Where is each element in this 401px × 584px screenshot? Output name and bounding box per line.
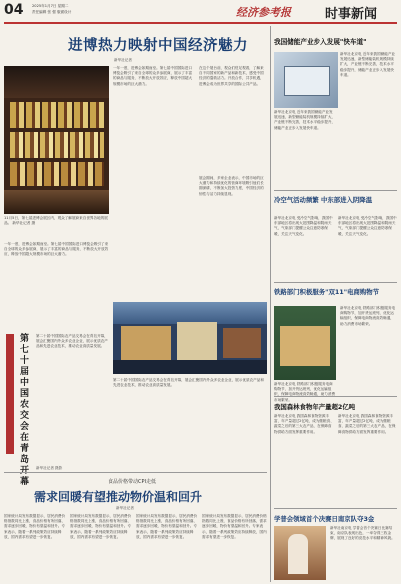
paper-name-logo: 经济参考报 — [236, 6, 291, 19]
bottom-left-byline: 新华社记者 — [116, 506, 134, 510]
right-story5-headline: 学普会领域首个决赛日南京队夺3金 — [274, 515, 375, 523]
right-story3-rule — [274, 282, 397, 283]
side-column-text: 第二十届中国国际农产品交易会在青岛开幕，展会汇聚国内外众多农业企业，展示优质农产品和先进农业技术，推动农业高质量发展。 — [36, 334, 108, 349]
right-story5-rule — [274, 508, 397, 509]
side-photo-expo-hall — [113, 302, 267, 374]
bottom-left-top-rule — [4, 472, 267, 473]
bottom-left-column-2: 国家统计局发布数据显示，居民消费价格指数同比上涨，食品价格有所回落，需求逐步回暖，物价有望温和回升。专家表示，随着一系列政策效应持续释放，国内需求有望进一步恢复。 — [70, 514, 132, 539]
right-story3-text: 新华社北京电 铁路部门积极服务电商购物节，加开货运班列，优化运输组织，保障电商物流高效畅通，助力消费市场繁荣。 — [340, 306, 396, 326]
right-story1-headline: 我国储能产业步入发展"快车道" — [274, 38, 367, 46]
right-story5-photo — [274, 526, 326, 580]
lead-column-3: 展会期间，多家企业表示，中国市场的巨大潜力和持续优化的营商环境吸引他们长期深耕，不断加大投资力度，中国经济的韧性与活力持续显现。 — [199, 176, 264, 196]
right-story3-text-col2: 新华社北京电 铁路部门积极服务电商购物节，加开货运班列，优化运输组织，保障电商物流高效畅通，助力消费市场繁荣。 — [274, 382, 336, 402]
right-story1-text-col2: 新华社北京电 近年来我国储能产业发展迅速，新型储能装机规模持续扩大，产业链不断完善，技术水平稳步提升，储能产业正步入发展快车道。 — [340, 52, 396, 77]
right-story2-headline: 冷空气活动频繁 中东部进入阴降温 — [274, 196, 373, 204]
side-column-headline: 第七十届中国农交会在青岛开幕 — [20, 334, 30, 487]
right-story4-text-col2: 新华社北京电 我国森林食物资源丰富，年产量超过2亿吨，成为继粮食、蔬菜之后的第三大农产品，在保障食物供给方面发挥重要作用。 — [338, 414, 396, 434]
right-story2-text-col2: 新华社北京电 受冷空气影响，我国中东部地区将出现大范围降温和阴雨天气，气象部门提醒公众注意防寒保暖，关注天气变化。 — [338, 216, 397, 236]
right-story3-headline: 铁路部门积极服务"双11"电商购物节 — [274, 288, 380, 296]
right-story5-text: 新华社南京电 学普会首个决赛日比赛结束，南京队表现出色，一举夺得三枚金牌，展现了良好的竞技水平和精神风貌。 — [330, 526, 395, 541]
right-story2-rule — [274, 190, 397, 191]
lead-lower-text: 一年一度，进博会如期而至。第七届中国国际进口博览会吸引了来自全球的众多参展商，展示了丰富的商品与服务，不断放大开放效应，释放中国超大规模市场的巨大潜力。 — [4, 242, 109, 257]
issue-editor-line: 责任编辑 张 强 版面设计 — [32, 10, 72, 14]
bottom-left-headline: 需求回暖有望推动物价温和回升 — [34, 490, 203, 504]
lead-photo-market — [4, 66, 109, 214]
right-story1-text: 新华社北京电 近年来我国储能产业发展迅速，新型储能装机规模持续扩大，产业链不断完善，技术水平稳步提升，储能产业正步入发展快车道。 — [274, 110, 336, 130]
side-column-red-bar — [6, 334, 14, 454]
masthead-rule — [4, 22, 397, 24]
right-story4-rule — [274, 396, 397, 397]
lead-byline: 新华社记者 — [114, 58, 132, 62]
lead-photo-caption: 11月5日，第七届进博会展区内，观众了解展商来自世界各地的展品。 新华社记者 摄 — [4, 216, 108, 226]
right-story1-photo — [274, 52, 338, 108]
right-story2-text: 新华社北京电 受冷空气影响，我国中东部地区将出现大范围降温和阴雨天气，气象部门提醒公众注意防寒保暖，关注天气变化。 — [274, 216, 333, 236]
page-number: 04 — [4, 2, 24, 18]
bottom-left-column-1: 国家统计局发布数据显示，居民消费价格指数同比上涨，食品价格有所回落，需求逐步回暖，物价有望温和回升。专家表示，随着一系列政策效应持续释放，国内需求有望进一步恢复。 — [4, 514, 66, 539]
issue-date-line: 2025年1月7日 星期二 — [32, 4, 69, 8]
right-story4-text: 新华社北京电 我国森林食物资源丰富，年产量超过2亿吨，成为继粮食、蔬菜之后的第三大农产品，在保障食物供给方面发挥重要作用。 — [274, 414, 334, 434]
bottom-left-column-3: 国家统计局发布数据显示，居民消费价格指数同比上涨，食品价格有所回落，需求逐步回暖，物价有望温和回升。专家表示，随着一系列政策效应持续释放，国内需求有望进一步恢复。 — [136, 514, 198, 539]
right-story3-photo — [274, 306, 336, 380]
column-divider — [270, 26, 271, 582]
side-column-byline: 新华社记者 摄影 — [36, 466, 63, 470]
section-title: 时事新闻 — [325, 7, 378, 22]
bottom-left-kicker: 食品价格带动CPI走低 — [108, 479, 156, 485]
bottom-left-column-4: 国家统计局发布数据显示，居民消费价格指数同比上涨，食品价格有所回落，需求逐步回暖，物价有望温和回升。专家表示，随着一系列政策效应持续释放，国内需求有望进一步恢复。 — [202, 514, 267, 539]
lead-column-2: 在这个展台前，观众们驻足观看，了解来自不同国家的新产品和新技术，感受中国经济的蓬勃活力。开放合作，共享机遇，进博会成为世界共享的国际公共产品。 — [199, 66, 264, 86]
side-column-continued-text: 第二十届中国国际农产品交易会在青岛开幕，展会汇聚国内外众多农业企业，展示优质农产品和先进农业技术，推动农业高质量发展。 — [113, 378, 264, 388]
lead-column-1: 一年一度，进博会如期而至。第七届中国国际进口博览会吸引了来自全球的众多参展商，展示了丰富的商品与服务，不断放大开放效应，释放中国超大规模市场的巨大潜力。 — [113, 66, 193, 86]
lead-headline: 进博热力映射中国经济魅力 — [68, 38, 248, 54]
right-story4-headline: 我国森林食物年产量超2亿吨 — [274, 403, 356, 411]
